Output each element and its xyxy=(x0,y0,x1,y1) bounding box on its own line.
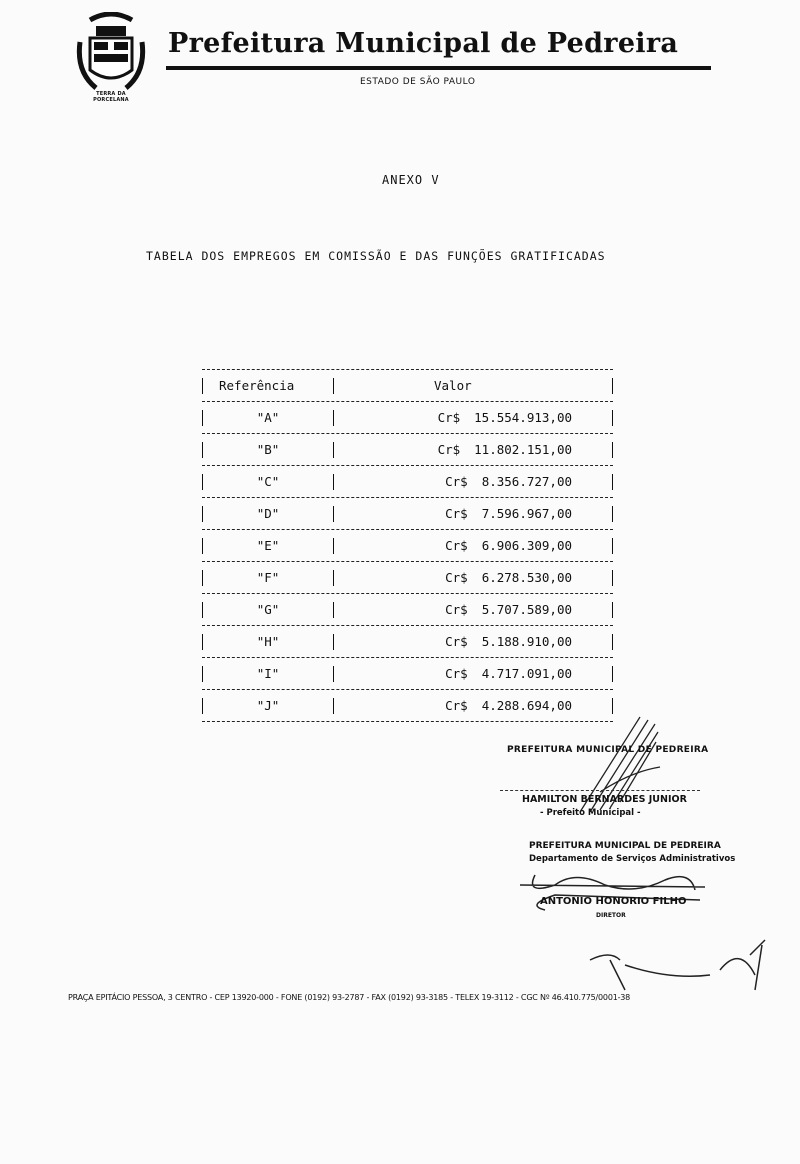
currency-label: Cr$ xyxy=(445,506,468,521)
reference-cell: "J" xyxy=(203,698,334,714)
table-header-row xyxy=(202,378,613,394)
stamp-org: PREFEITURA MUNICIPAL DE PEDREIRA xyxy=(529,841,721,851)
reference-cell: "D" xyxy=(203,506,334,522)
signature-org: PREFEITURA MUNICIPAL DE PEDREIRA xyxy=(507,745,709,755)
row-separator xyxy=(202,625,613,627)
row-separator xyxy=(202,465,613,467)
footer-address: PRAÇA EPITÁCIO PESSOA, 3 CENTRO - CEP 13920-000 - FONE (0192) 93-2787 - FAX (0192) 93-3185 - TELEX 19-3112 - CGC Nº 46.410.775/0001-38 xyxy=(68,993,631,1002)
table-row xyxy=(202,506,613,522)
currency-label: Cr$ xyxy=(445,538,468,553)
header-reference: Referência xyxy=(203,378,334,394)
row-separator xyxy=(202,497,613,499)
director-name: ANTONIO HONORIO FILHO xyxy=(540,896,687,907)
value-cell xyxy=(334,634,612,650)
value-amount: 8.356.727,00 xyxy=(481,474,572,489)
signature-line xyxy=(500,790,700,791)
signatory-name: HAMILTON BERNARDES JUNIOR xyxy=(522,794,687,805)
reference-cell: "H" xyxy=(203,634,334,650)
reference-cell: "F" xyxy=(203,570,334,586)
row-separator xyxy=(202,657,613,659)
currency-label: Cr$ xyxy=(445,634,468,649)
table-row xyxy=(202,474,613,490)
value-amount: 6.278.530,00 xyxy=(481,570,572,585)
table-border-top xyxy=(202,369,613,371)
value-amount: 5.188.910,00 xyxy=(481,634,572,649)
reference-cell: "A" xyxy=(203,410,334,426)
row-separator xyxy=(202,401,613,403)
value-amount: 15.554.913,00 xyxy=(474,410,572,425)
stamp-department: Departamento de Serviços Administrativos xyxy=(529,854,736,864)
table-row xyxy=(202,634,613,650)
value-cell xyxy=(334,410,612,426)
table-row xyxy=(202,410,613,426)
row-separator xyxy=(202,593,613,595)
value-cell xyxy=(334,602,612,618)
value-amount: 4.288.694,00 xyxy=(481,698,572,713)
value-cell xyxy=(334,442,612,458)
currency-label: Cr$ xyxy=(445,698,468,713)
value-amount: 7.596.967,00 xyxy=(481,506,572,521)
reference-cell: "G" xyxy=(203,602,334,618)
table-row xyxy=(202,442,613,458)
currency-label: Cr$ xyxy=(445,474,468,489)
table-row xyxy=(202,698,613,714)
letterhead-rule xyxy=(166,66,711,70)
value-amount: 5.707.589,00 xyxy=(481,602,572,617)
table-row xyxy=(202,570,613,586)
row-separator xyxy=(202,689,613,691)
table-row xyxy=(202,602,613,618)
value-cell xyxy=(334,666,612,682)
value-amount: 4.717.091,00 xyxy=(481,666,572,681)
table-row xyxy=(202,538,613,554)
signature-mayor xyxy=(560,712,670,822)
reference-cell: "I" xyxy=(203,666,334,682)
salary-table xyxy=(202,362,613,730)
header-value: Valor xyxy=(434,378,472,393)
annex-heading: ANEXO V xyxy=(382,173,440,187)
signatory-role: - Prefeito Municipal - xyxy=(540,808,641,818)
table-row xyxy=(202,666,613,682)
municipal-crest-logo xyxy=(76,12,146,92)
letterhead-state: ESTADO DE SÃO PAULO xyxy=(360,77,476,87)
currency-label: Cr$ xyxy=(445,666,468,681)
value-amount: 6.906.309,00 xyxy=(481,538,572,553)
value-cell xyxy=(334,570,612,586)
director-role: DIRETOR xyxy=(596,912,626,919)
reference-cell: "B" xyxy=(203,442,334,458)
table-title: TABELA DOS EMPREGOS EM COMISSÃO E DAS FUNÇÕES GRATIFICADAS xyxy=(146,249,606,263)
value-cell xyxy=(334,506,612,522)
initials-signature xyxy=(580,935,780,995)
currency-label: Cr$ xyxy=(445,602,468,617)
currency-label: Cr$ xyxy=(437,442,461,457)
row-separator xyxy=(202,529,613,531)
crest-motto: TERRA DA PORCELANA xyxy=(93,91,129,103)
letterhead-title: Prefeitura Municipal de Pedreira xyxy=(168,28,679,59)
currency-label: Cr$ xyxy=(445,570,468,585)
value-amount: 11.802.151,00 xyxy=(474,442,572,457)
value-cell xyxy=(334,474,612,490)
table-border-bottom xyxy=(202,721,613,723)
row-separator xyxy=(202,561,613,563)
reference-cell: "E" xyxy=(203,538,334,554)
row-separator xyxy=(202,433,613,435)
value-cell xyxy=(334,538,612,554)
signature-director xyxy=(515,865,715,915)
reference-cell: "C" xyxy=(203,474,334,490)
currency-label: Cr$ xyxy=(437,410,461,425)
